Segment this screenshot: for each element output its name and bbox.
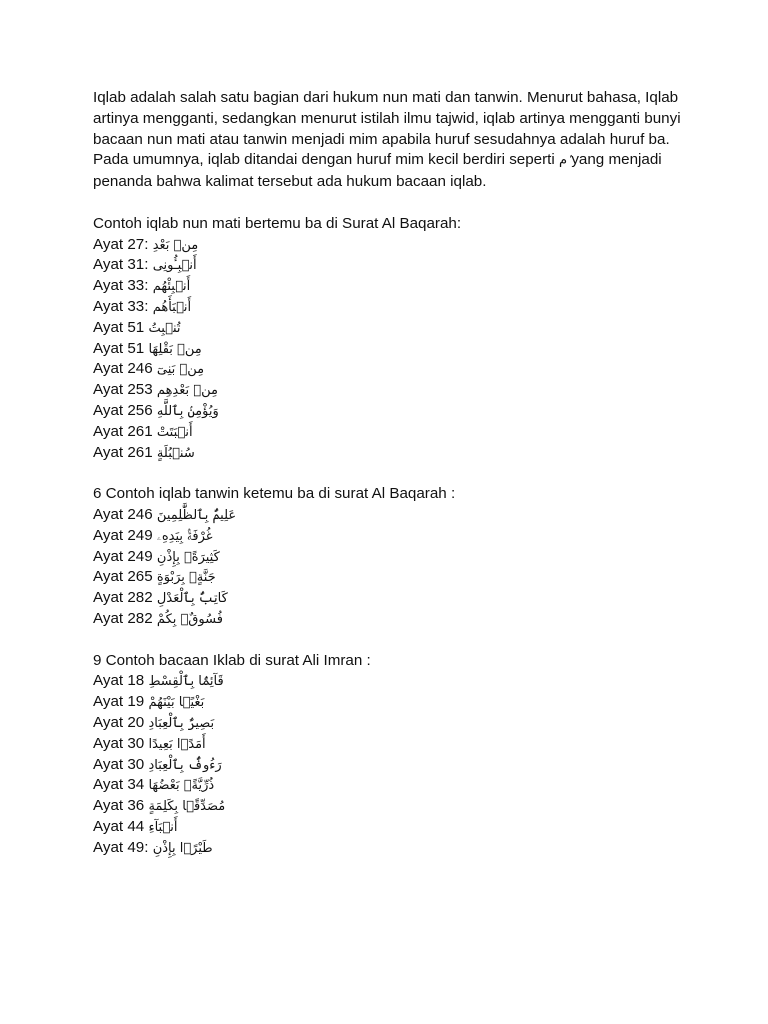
arabic-example: مُصَدِّقًۢا بِكَلِمَةٍ bbox=[148, 799, 226, 815]
ayat-row bbox=[93, 734, 683, 755]
ayat-separator: : bbox=[144, 256, 149, 274]
ayat-label: Ayat 249 bbox=[93, 547, 153, 565]
arabic-example: كَثِيرَةًۢ بِإِذْنِ bbox=[156, 549, 220, 565]
ayat-separator: : bbox=[144, 297, 149, 315]
ayat-separator: : bbox=[144, 838, 149, 856]
ayat-row bbox=[93, 443, 683, 464]
ayat-label: Ayat 34 bbox=[93, 776, 145, 794]
ayat-row bbox=[93, 547, 683, 568]
ayat-row bbox=[93, 235, 683, 256]
arabic-example: وَيُؤْمِنۢ بِٱللَّهِ bbox=[156, 403, 219, 419]
ayat-label: Ayat 19 bbox=[93, 693, 145, 711]
ayat-row bbox=[93, 609, 683, 630]
arabic-example: مِنۢ بَعْدِ bbox=[152, 237, 199, 253]
ayat-label: Ayat 33 bbox=[93, 277, 145, 295]
arabic-example: طَيْرًۢا بِإِذْنِ bbox=[152, 840, 213, 856]
ayat-label: Ayat 246 bbox=[93, 360, 153, 378]
ayat-row bbox=[93, 380, 683, 401]
ayat-row bbox=[93, 838, 683, 859]
ayat-list bbox=[93, 235, 683, 464]
ayat-label: Ayat 282 bbox=[93, 589, 153, 607]
arabic-example: أَنۢبَتَتْ bbox=[156, 424, 193, 440]
ayat-row bbox=[93, 401, 683, 422]
ayat-row bbox=[93, 775, 683, 796]
arabic-example: ذُرِّيَّةًۢ بَعْضُهَا bbox=[148, 778, 215, 794]
ayat-label: Ayat 282 bbox=[93, 609, 153, 627]
document-page bbox=[93, 88, 683, 858]
arabic-example: بَصِيرٌۢ بِٱلْعِبَادِ bbox=[148, 715, 215, 731]
ayat-label: Ayat 265 bbox=[93, 568, 153, 586]
ayat-list bbox=[93, 505, 683, 630]
ayat-label: Ayat 49 bbox=[93, 838, 145, 856]
intro-text-before: Iqlab adalah salah satu bagian dari hukum nun mati dan tanwin. Menurut bahasa, Iqlab artinya mengganti, sedangkan menurut istilah ilmu tajwid, iqlab artinya mengganti bunyi bacaan nun mati atau tanwin menjadi mim apabila huruf sesudahnya adalah huruf ba. Pada umumnya, iqlab ditandai dengan huruf mim kecil berdiri seperti bbox=[93, 89, 681, 169]
arabic-example: سُنۢبُلَةٍ bbox=[156, 445, 195, 461]
ayat-label: Ayat 20 bbox=[93, 713, 145, 731]
ayat-row bbox=[93, 796, 683, 817]
ayat-label: Ayat 246 bbox=[93, 505, 153, 523]
ayat-row bbox=[93, 276, 683, 297]
ayat-row bbox=[93, 359, 683, 380]
ayat-label: Ayat 51 bbox=[93, 318, 145, 336]
arabic-example: غُرْفَةًۢ بِيَدِهِۦ bbox=[156, 528, 213, 544]
intro-text-after: yang menjadi penanda bahwa kalimat tersebut ada hukum bacaan iqlab. bbox=[93, 151, 662, 191]
arabic-example: مِنۢ بَنِىٓ bbox=[156, 362, 205, 378]
ayat-label: Ayat 261 bbox=[93, 422, 153, 440]
section-heading: 9 Contoh bacaan Iklab di surat Ali Imran : bbox=[93, 651, 371, 669]
arabic-example: بَغْيًۢا بَيْنَهُمْ bbox=[148, 695, 205, 711]
intro-paragraph bbox=[93, 88, 683, 193]
arabic-example: كَاتِبٌۢ بِٱلْعَدْلِ bbox=[156, 591, 228, 607]
ayat-label: Ayat 249 bbox=[93, 526, 153, 544]
ayat-label: Ayat 261 bbox=[93, 443, 153, 461]
ayat-label: Ayat 31 bbox=[93, 256, 145, 274]
ayat-row bbox=[93, 318, 683, 339]
ayat-row bbox=[93, 505, 683, 526]
arabic-example: مِنۢ بَقْلِهَا bbox=[148, 341, 202, 357]
section-heading: 6 Contoh iqlab tanwin ketemu ba di surat Al Baqarah : bbox=[93, 485, 456, 503]
ayat-label: Ayat 30 bbox=[93, 755, 145, 773]
arabic-example: مِنۢ بَعْدِهِم bbox=[156, 383, 218, 399]
ayat-label: Ayat 256 bbox=[93, 401, 153, 419]
section-ali-imran bbox=[93, 651, 683, 859]
ayat-label: Ayat 18 bbox=[93, 672, 145, 690]
ayat-row bbox=[93, 588, 683, 609]
arabic-example: فُسُوقٌۢ بِكُمْ bbox=[156, 611, 223, 627]
section-tanwin bbox=[93, 484, 683, 630]
ayat-row bbox=[93, 567, 683, 588]
ayat-row bbox=[93, 713, 683, 734]
ayat-row bbox=[93, 339, 683, 360]
arabic-example: أَنۢبِـُٔونِى bbox=[152, 258, 197, 274]
ayat-row bbox=[93, 755, 683, 776]
ayat-row bbox=[93, 526, 683, 547]
arabic-example: أَمَدًۢا بَعِيدًا bbox=[148, 736, 206, 752]
ayat-label: Ayat 30 bbox=[93, 734, 145, 752]
arabic-example: تُنۢبِتُ bbox=[148, 320, 181, 336]
arabic-example: قَآئِمًۢا بِٱلْقِسْطِ bbox=[148, 674, 224, 690]
arabic-example: أَنۢبِئْهُم bbox=[152, 279, 191, 295]
ayat-label: Ayat 51 bbox=[93, 339, 145, 357]
arabic-example: رَءُوفٌۢ بِٱلْعِبَادِ bbox=[148, 757, 222, 773]
ayat-separator: : bbox=[144, 235, 149, 253]
arabic-example: جَنَّةٍۭ بِرَبْوَةٍ bbox=[156, 570, 216, 586]
section-nun-mati bbox=[93, 214, 683, 464]
ayat-label: Ayat 27 bbox=[93, 235, 145, 253]
ayat-row bbox=[93, 255, 683, 276]
ayat-label: Ayat 36 bbox=[93, 797, 145, 815]
arabic-example: عَلِيمٌۢ بِٱلظَّٰلِمِينَ bbox=[156, 507, 237, 523]
ayat-label: Ayat 253 bbox=[93, 381, 153, 399]
ayat-row bbox=[93, 297, 683, 318]
section-heading: Contoh iqlab nun mati bertemu ba di Surat Al Baqarah: bbox=[93, 214, 462, 232]
ayat-label: Ayat 44 bbox=[93, 817, 145, 835]
ayat-row bbox=[93, 692, 683, 713]
arabic-example: أَنۢبَآءِ bbox=[148, 819, 178, 835]
small-mim-glyph: ۢم bbox=[559, 153, 568, 169]
ayat-row bbox=[93, 422, 683, 443]
ayat-separator: : bbox=[144, 277, 149, 295]
ayat-row bbox=[93, 817, 683, 838]
arabic-example: أَنۢبَأَهُم bbox=[152, 299, 192, 315]
ayat-list bbox=[93, 671, 683, 858]
ayat-row bbox=[93, 671, 683, 692]
ayat-label: Ayat 33 bbox=[93, 297, 145, 315]
